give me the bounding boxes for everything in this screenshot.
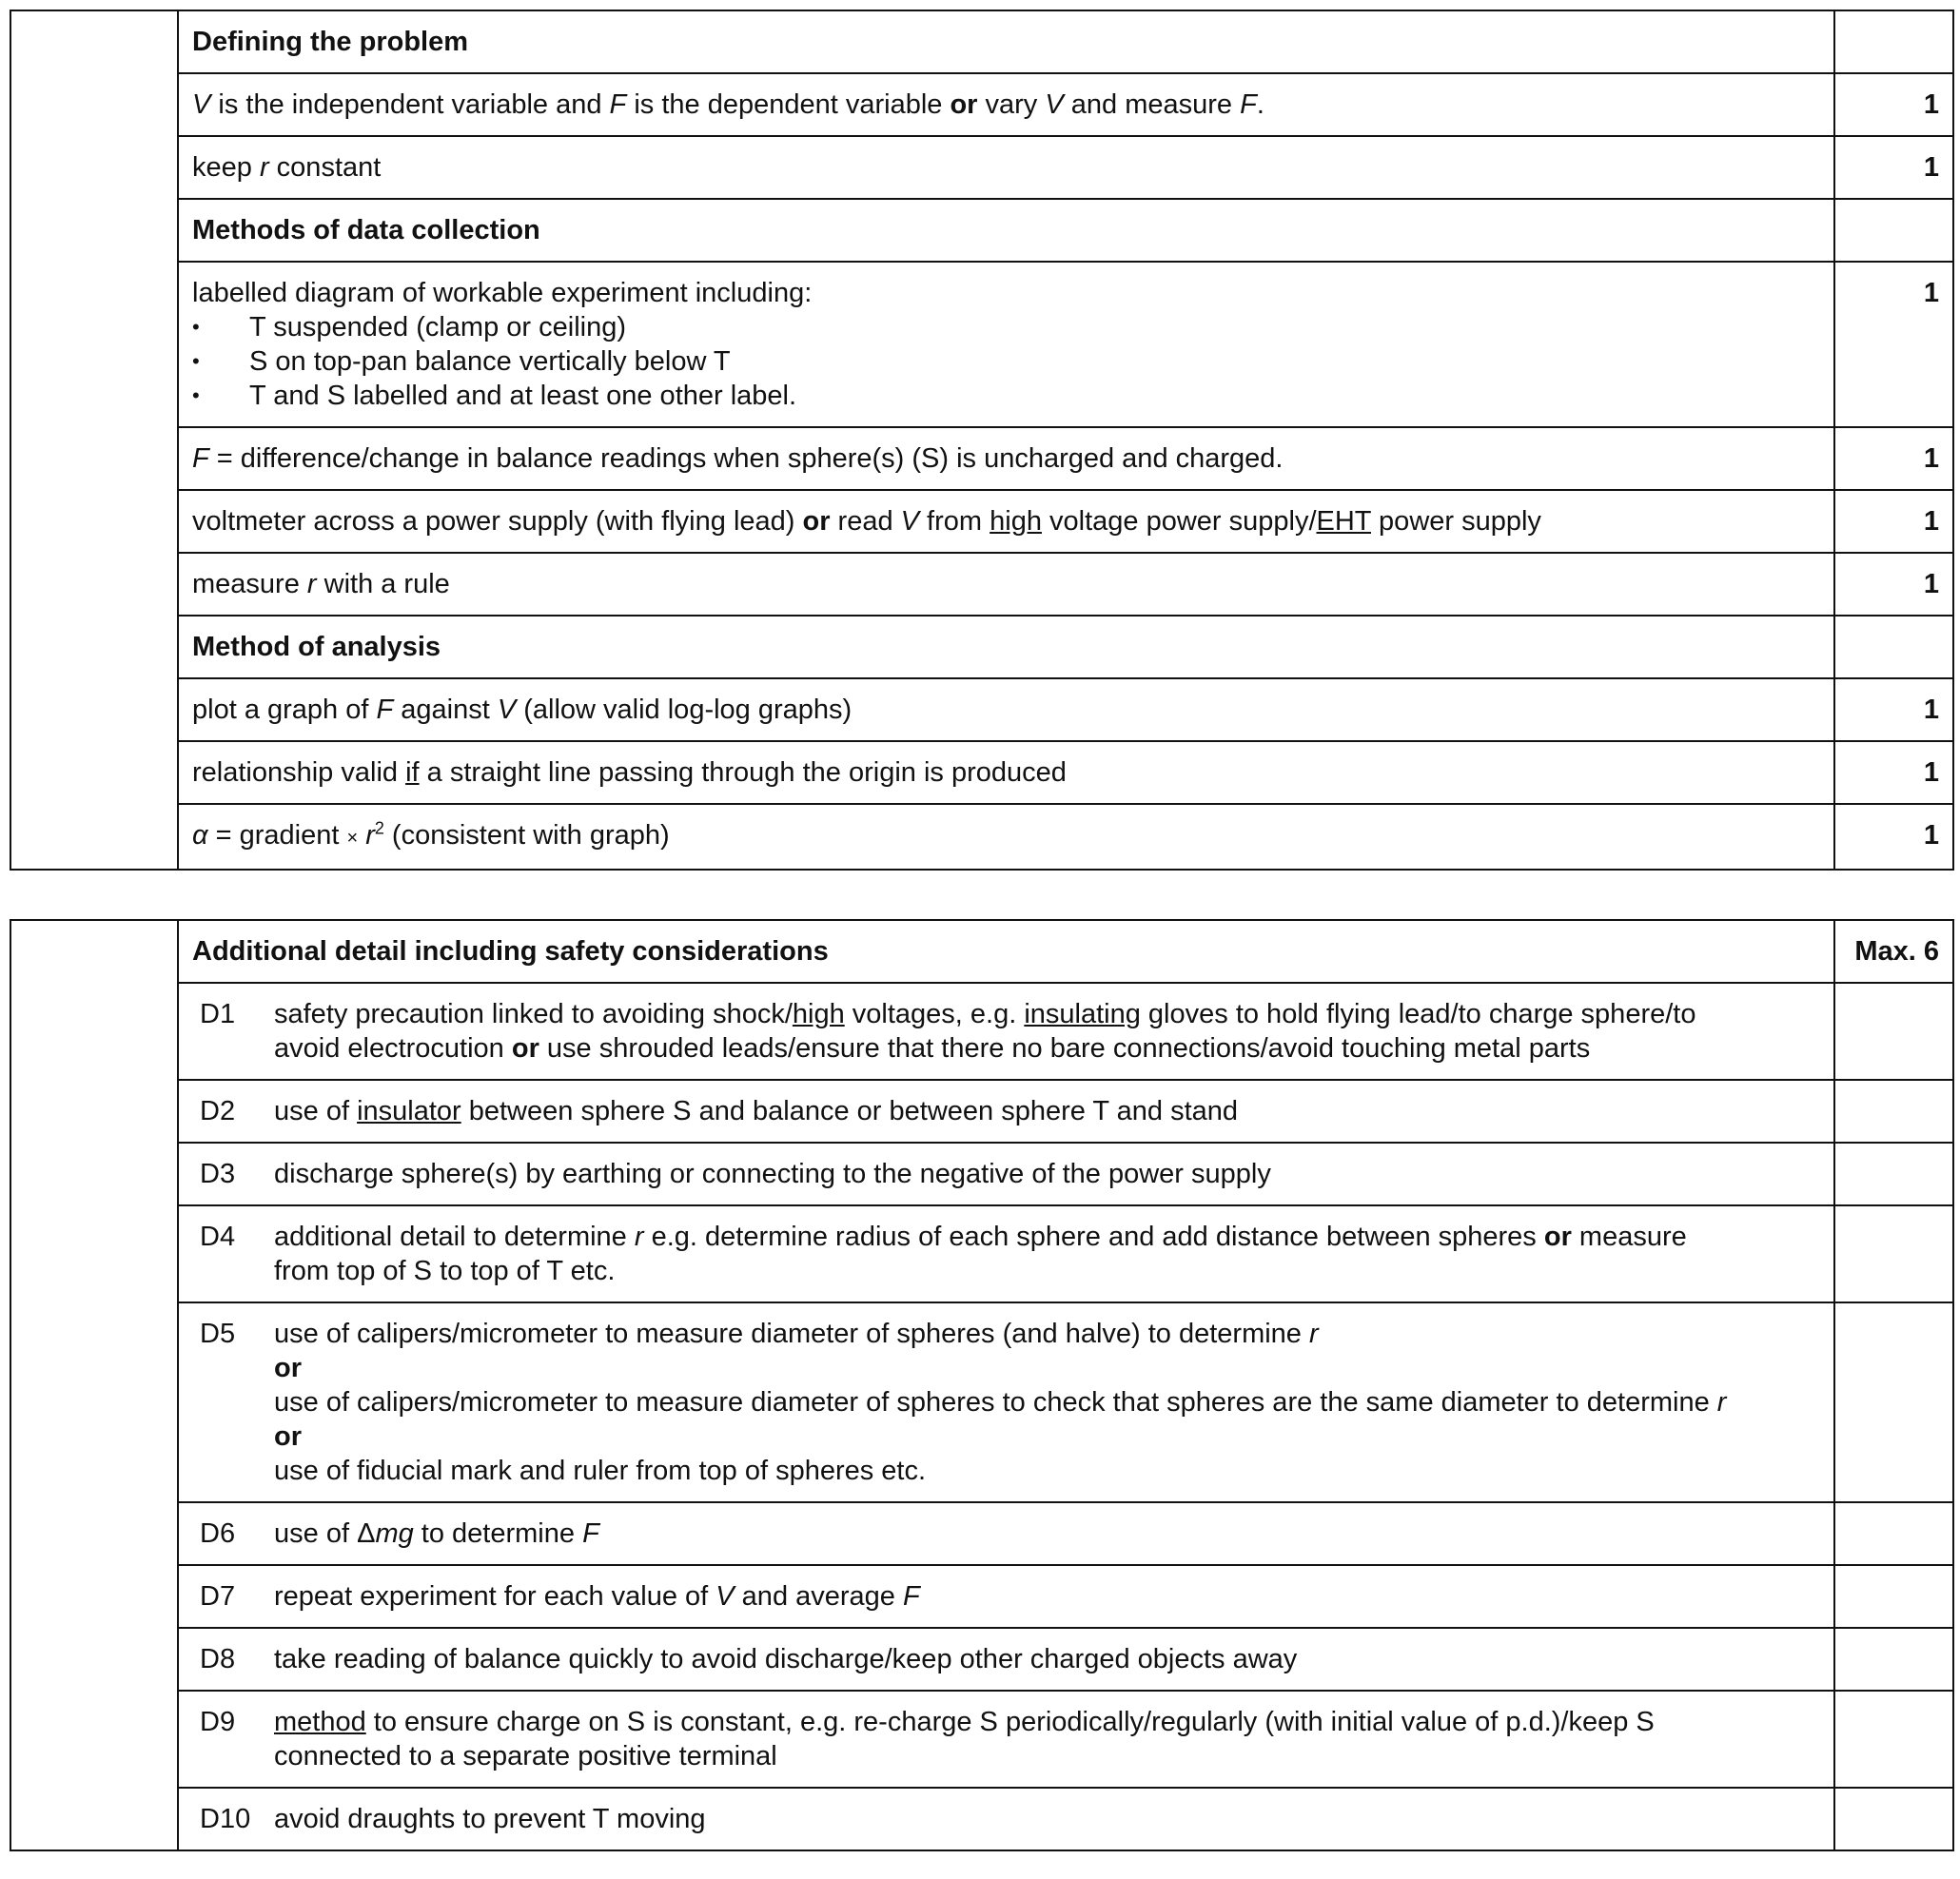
mark-cell: 1 xyxy=(1834,262,1953,427)
text: V xyxy=(192,89,211,120)
text: mg xyxy=(375,1518,414,1549)
table-row xyxy=(10,1205,1953,1302)
answer-cell xyxy=(178,678,1834,741)
table-row xyxy=(10,73,1953,136)
text: r xyxy=(306,569,317,599)
text: V xyxy=(900,506,919,537)
text: take reading of balance quickly to avoid discharge/keep other charged objects away xyxy=(274,1644,1298,1674)
answer-cell xyxy=(178,553,1834,616)
text: plot a graph of xyxy=(192,695,377,725)
point-label: D9 xyxy=(200,1707,236,1737)
text: power supply xyxy=(1371,506,1541,537)
table-row xyxy=(10,553,1953,616)
mark-scheme-table-2 xyxy=(10,919,1954,1851)
text: voltages, e.g. xyxy=(844,999,1025,1029)
heading-additional-detail: Additional detail including safety considerations xyxy=(178,920,1834,983)
text: r xyxy=(259,152,269,183)
answer-cell xyxy=(178,804,1834,870)
heading-method-analysis: Method of analysis xyxy=(178,616,1834,678)
text: labelled diagram of workable experiment including: xyxy=(192,278,813,308)
point-label: D7 xyxy=(200,1581,236,1612)
text: relationship valid xyxy=(192,757,406,788)
text: from xyxy=(919,506,990,537)
answer-cell xyxy=(178,1205,1834,1302)
text: (allow valid log-log graphs) xyxy=(516,695,853,725)
mark-cell: 1 xyxy=(1834,73,1953,136)
text: measure xyxy=(1571,1222,1687,1252)
table-row xyxy=(10,199,1953,262)
text: F xyxy=(376,695,394,725)
text: r xyxy=(634,1222,644,1252)
table-row xyxy=(10,136,1953,199)
mark-cell: 1 xyxy=(1834,741,1953,804)
table-row xyxy=(10,678,1953,741)
text: read xyxy=(830,506,901,537)
list-item: • S on top-pan balance vertically below T xyxy=(192,344,1820,379)
answer-cell xyxy=(178,741,1834,804)
answer-cell xyxy=(178,73,1834,136)
mark-cell: 1 xyxy=(1834,804,1953,870)
mark-cell: 1 xyxy=(1834,136,1953,199)
text: additional detail to determine xyxy=(274,1222,635,1252)
mark-cell xyxy=(1834,199,1953,262)
table-row xyxy=(10,1565,1953,1628)
text: = difference/change in balance readings when sphere(s) (S) is uncharged and charged. xyxy=(208,443,1284,474)
question-number-cell xyxy=(10,10,178,870)
question-number-cell xyxy=(10,920,178,1850)
table-row xyxy=(10,427,1953,490)
text: constant xyxy=(268,152,382,183)
answer-cell xyxy=(178,1565,1834,1628)
text: a straight line passing through the origin is produced xyxy=(419,757,1067,788)
text: is the dependent variable xyxy=(626,89,951,120)
table-row xyxy=(10,616,1953,678)
answer-cell xyxy=(178,136,1834,199)
text: use of fiducial mark and ruler from top of spheres etc. xyxy=(274,1456,927,1486)
table-row xyxy=(10,1080,1953,1143)
heading-methods-data-collection: Methods of data collection xyxy=(178,199,1834,262)
text: 2 xyxy=(374,818,384,838)
text: avoid draughts to prevent T moving xyxy=(274,1804,706,1834)
point-label: D10 xyxy=(200,1804,251,1834)
table-row xyxy=(10,10,1953,73)
answer-cell xyxy=(178,983,1834,1080)
text: connected to a separate positive terminal xyxy=(274,1741,777,1771)
text: and measure xyxy=(1063,89,1241,120)
mark-cell xyxy=(1834,1080,1953,1143)
text: = gradient xyxy=(207,820,347,851)
text: voltmeter across a power supply (with flying lead) xyxy=(192,506,803,537)
table-row xyxy=(10,741,1953,804)
answer-cell xyxy=(178,1302,1834,1502)
table-row xyxy=(10,1302,1953,1502)
table-row xyxy=(10,1691,1953,1788)
mark-cell xyxy=(1834,1205,1953,1302)
text: use of calipers/micrometer to measure diameter of spheres to check that spheres are the same diameter to determine xyxy=(274,1387,1717,1418)
text: to ensure charge on S is constant, e.g. re-charge S periodically/regularly (with initial value of p.d.)/keep S xyxy=(365,1707,1655,1737)
text: repeat experiment for each value of xyxy=(274,1581,716,1612)
point-label: D8 xyxy=(200,1644,236,1674)
text: use of xyxy=(274,1518,358,1549)
answer-cell xyxy=(178,427,1834,490)
text: use of calipers/micrometer to measure diameter of spheres (and halve) to determine xyxy=(274,1319,1309,1349)
answer-cell xyxy=(178,1080,1834,1143)
text: between sphere S and balance or between sphere T and stand xyxy=(461,1096,1239,1126)
point-label: D5 xyxy=(200,1319,236,1349)
answer-cell xyxy=(178,1788,1834,1850)
text: from top of S to top of T etc. xyxy=(274,1256,616,1286)
text: V xyxy=(715,1581,735,1612)
text: EHT xyxy=(1316,506,1371,537)
mark-cell xyxy=(1834,1502,1953,1565)
list-item: • T suspended (clamp or ceiling) xyxy=(192,310,1820,344)
table-row xyxy=(10,490,1953,553)
mark-cell: 1 xyxy=(1834,553,1953,616)
mark-cell xyxy=(1834,1302,1953,1502)
text: or xyxy=(274,1421,302,1452)
answer-cell xyxy=(178,1691,1834,1788)
point-label: D6 xyxy=(200,1518,236,1549)
text: high xyxy=(792,999,845,1029)
text: insulator xyxy=(357,1096,461,1126)
text: keep xyxy=(192,152,260,183)
answer-cell xyxy=(178,1502,1834,1565)
text: gloves to hold flying lead/to charge sphere/to xyxy=(1140,999,1696,1029)
table-row xyxy=(10,1628,1953,1691)
point-label: D3 xyxy=(200,1159,236,1189)
table-row xyxy=(10,920,1953,983)
text: (consistent with graph) xyxy=(383,820,670,851)
text: or xyxy=(1543,1222,1572,1252)
text: or xyxy=(511,1033,539,1064)
mark-cell xyxy=(1834,1565,1953,1628)
text: and average xyxy=(734,1581,903,1612)
mark-cell: 1 xyxy=(1834,427,1953,490)
table-row xyxy=(10,1502,1953,1565)
text: α xyxy=(192,820,208,851)
text: avoid electrocution xyxy=(274,1033,512,1064)
text: high xyxy=(990,506,1042,537)
text: voltage power supply/ xyxy=(1041,506,1317,537)
text: safety precaution linked to avoiding shock/ xyxy=(274,999,793,1029)
answer-cell xyxy=(178,490,1834,553)
text: F xyxy=(609,89,627,120)
text: discharge sphere(s) by earthing or connecting to the negative of the power supply xyxy=(274,1159,1271,1189)
text: to determine xyxy=(413,1518,583,1549)
text: method xyxy=(274,1707,366,1737)
text: with a rule xyxy=(316,569,450,599)
text: F xyxy=(902,1581,920,1612)
text: insulating xyxy=(1024,999,1141,1029)
max-mark-cell: Max. 6 xyxy=(1834,920,1953,983)
mark-cell xyxy=(1834,983,1953,1080)
text: V xyxy=(1045,89,1064,120)
text: × xyxy=(346,828,359,849)
text: use of xyxy=(274,1096,358,1126)
text: r xyxy=(358,820,375,851)
mark-cell xyxy=(1834,1628,1953,1691)
text: or xyxy=(950,89,978,120)
point-label: D2 xyxy=(200,1096,236,1126)
text: F xyxy=(1240,89,1257,120)
heading-defining-problem: Defining the problem xyxy=(178,10,1834,73)
point-label: D1 xyxy=(200,999,236,1029)
text: V xyxy=(497,695,517,725)
text: Δ xyxy=(357,1518,376,1549)
mark-cell xyxy=(1834,616,1953,678)
list-item: • T and S labelled and at least one other label. xyxy=(192,379,1820,413)
bullet-list xyxy=(192,310,1820,413)
answer-cell xyxy=(178,1143,1834,1205)
text: use shrouded leads/ensure that there no bare connections/avoid touching metal parts xyxy=(539,1033,1591,1064)
mark-cell xyxy=(1834,10,1953,73)
text: against xyxy=(393,695,498,725)
answer-cell xyxy=(178,262,1834,427)
mark-cell: 1 xyxy=(1834,678,1953,741)
table-row xyxy=(10,983,1953,1080)
text: vary xyxy=(977,89,1046,120)
text: r xyxy=(1716,1387,1727,1418)
text: e.g. determine radius of each sphere and add distance between spheres xyxy=(643,1222,1544,1252)
mark-cell xyxy=(1834,1788,1953,1850)
table-row xyxy=(10,1143,1953,1205)
text: measure xyxy=(192,569,307,599)
text: r xyxy=(1309,1319,1319,1349)
text: or xyxy=(802,506,831,537)
text: F xyxy=(192,443,209,474)
text: F xyxy=(582,1518,599,1549)
text: or xyxy=(274,1353,302,1383)
mark-cell: 1 xyxy=(1834,490,1953,553)
mark-cell xyxy=(1834,1691,1953,1788)
answer-cell xyxy=(178,1628,1834,1691)
mark-cell xyxy=(1834,1143,1953,1205)
text: if xyxy=(405,757,420,788)
point-label: D4 xyxy=(200,1222,236,1252)
mark-scheme-table-1 xyxy=(10,10,1954,871)
table-row xyxy=(10,262,1953,427)
table-row xyxy=(10,1788,1953,1850)
text: . xyxy=(1256,89,1264,120)
text: is the independent variable and xyxy=(210,89,610,120)
table-row xyxy=(10,804,1953,870)
